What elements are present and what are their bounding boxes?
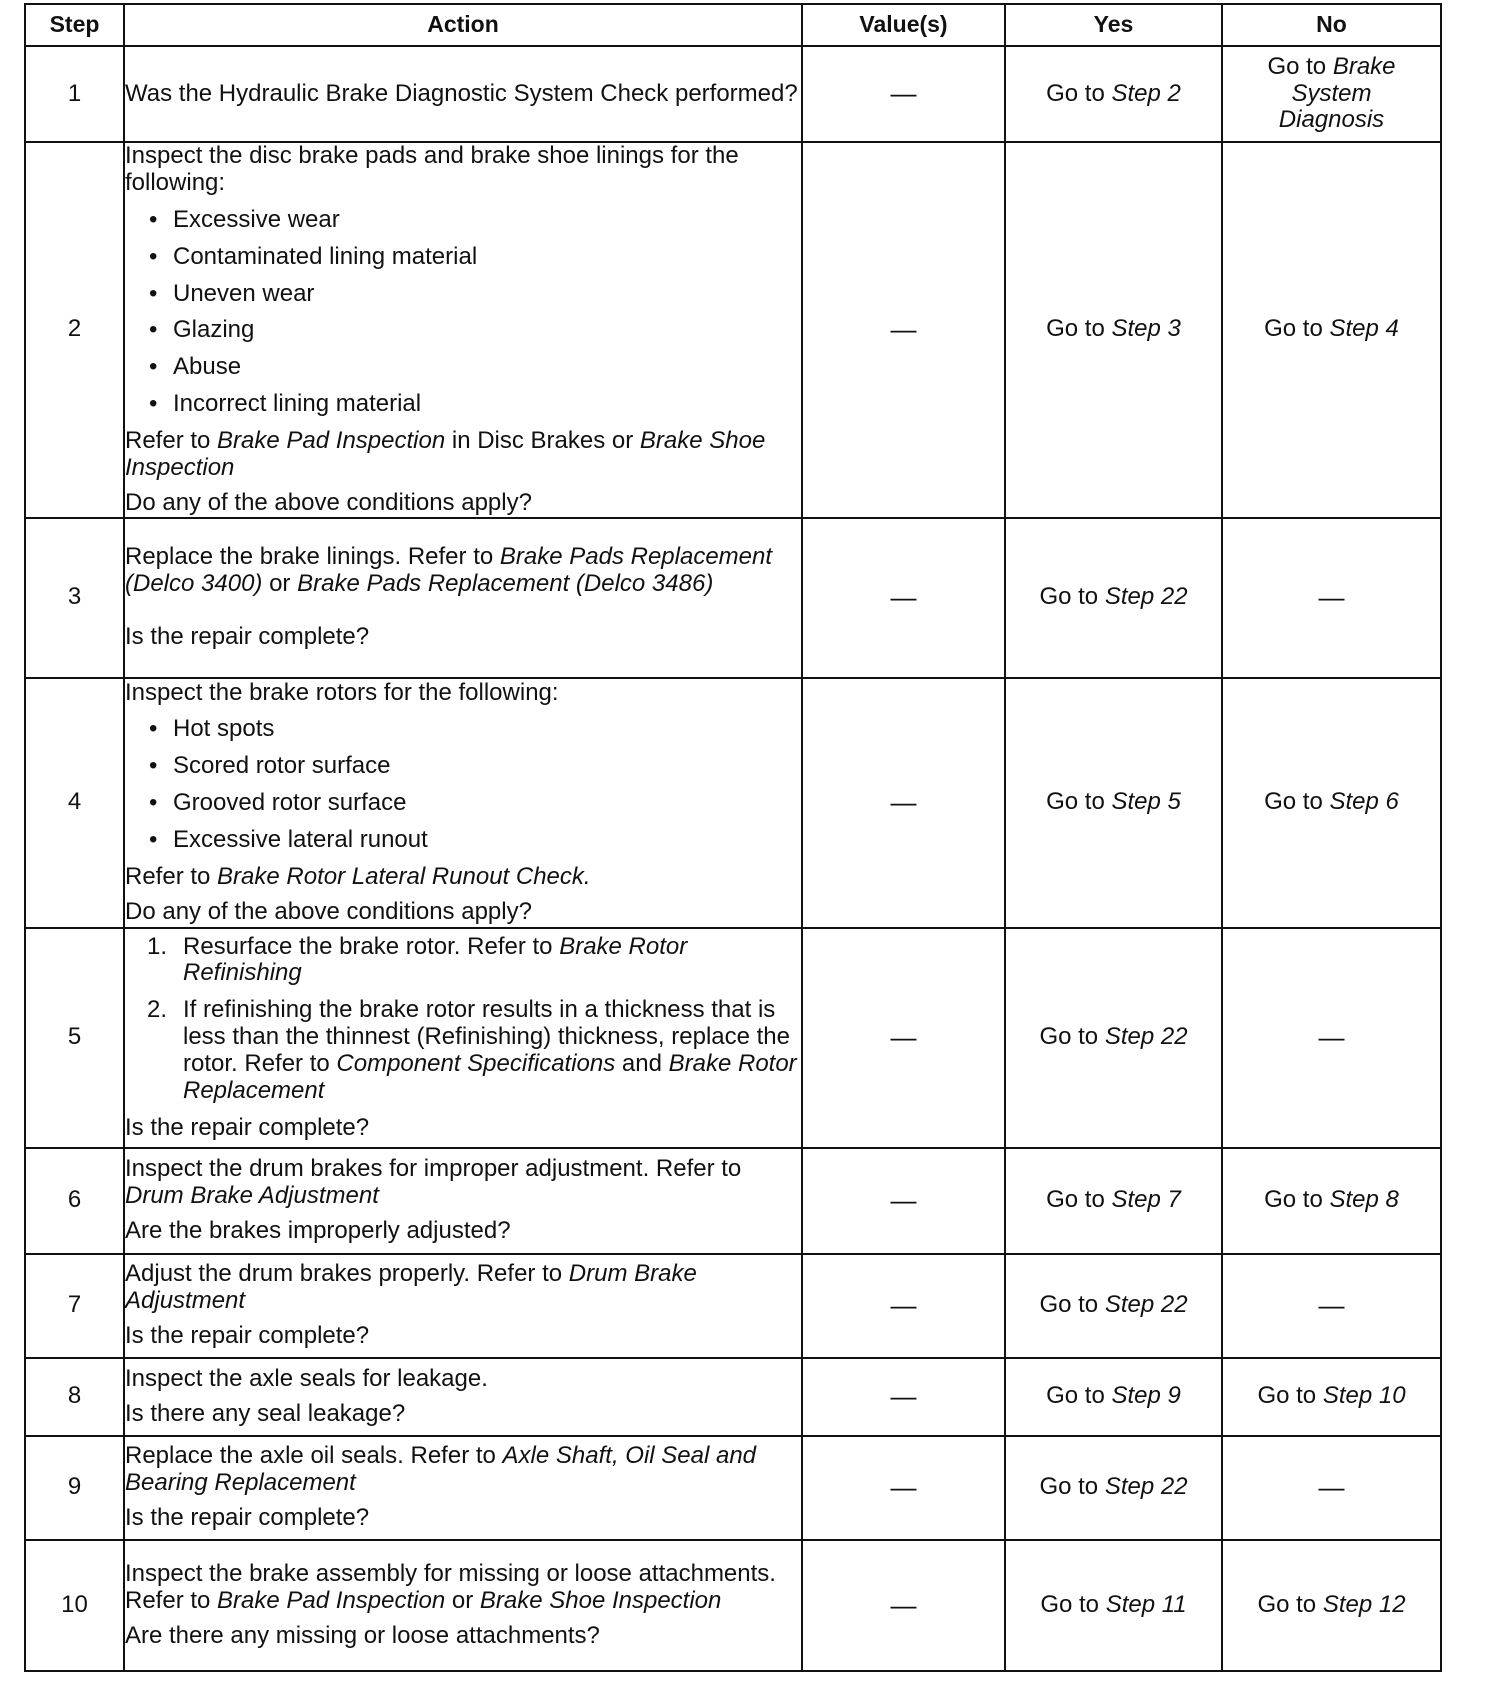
list-item: • Excessive wear bbox=[147, 207, 801, 234]
yes-step-link[interactable]: Step 22 bbox=[1104, 1473, 1188, 1501]
action-cell bbox=[124, 142, 802, 518]
action-text bbox=[125, 544, 801, 598]
table-row-step-1 bbox=[25, 46, 1441, 142]
ref-link-brake-pad-inspection[interactable]: Brake Pad Inspection bbox=[217, 427, 446, 454]
table-row-step-5 bbox=[25, 928, 1441, 1148]
ref-link-axle-shaft-oil-seal-bearing-replacement[interactable]: Axle Shaft, Oil Seal and Bearing Replacement bbox=[125, 1442, 757, 1497]
action-question: Do any of the above conditions apply? bbox=[125, 488, 532, 516]
no-step-link[interactable]: Step 4 bbox=[1329, 315, 1399, 343]
yes-cell bbox=[1005, 46, 1222, 142]
value-cell: — bbox=[802, 1358, 1005, 1436]
no-cell bbox=[1222, 1148, 1441, 1254]
yes-step-link[interactable]: Step 9 bbox=[1111, 1382, 1181, 1410]
value-cell: — bbox=[802, 1254, 1005, 1358]
reference-text bbox=[125, 428, 801, 482]
action-question: Are there any missing or loose attachments? bbox=[125, 1621, 600, 1649]
ref-connector: and bbox=[621, 1050, 662, 1078]
ref-link-brake-rotor-replacement[interactable]: Brake Rotor Replacement bbox=[183, 1050, 797, 1104]
header-no: No bbox=[1222, 4, 1441, 46]
ref-link-brake-rotor-refinishing[interactable]: Brake Rotor Refinishing bbox=[183, 932, 688, 987]
step-number: 3 bbox=[25, 518, 124, 678]
action-text: Was the Hydraulic Brake Diagnostic System Check performed? bbox=[125, 79, 798, 107]
reference-text bbox=[125, 864, 801, 891]
action-text bbox=[125, 1443, 801, 1497]
condition-list bbox=[125, 716, 801, 854]
action-cell bbox=[124, 46, 802, 142]
go-to-text: Go to bbox=[1046, 1382, 1105, 1410]
yes-step-link[interactable]: Step 11 bbox=[1105, 1590, 1187, 1618]
action-text-part: Replace the brake linings. Refer to bbox=[125, 543, 494, 571]
no-cell bbox=[1222, 1540, 1441, 1671]
item-number: 2. bbox=[147, 996, 168, 1024]
no-go-to-text: Go to bbox=[1267, 52, 1327, 80]
no-cell: — bbox=[1222, 518, 1441, 678]
no-cell: — bbox=[1222, 928, 1441, 1148]
yes-step-link[interactable]: Step 22 bbox=[1104, 583, 1188, 611]
go-to-text: Go to bbox=[1264, 315, 1323, 343]
go-to-text: Go to bbox=[1257, 1382, 1317, 1410]
yes-cell bbox=[1005, 142, 1222, 518]
step-number: 6 bbox=[25, 1148, 124, 1254]
table-row-step-9 bbox=[25, 1436, 1441, 1540]
no-cell bbox=[1222, 142, 1441, 518]
list-item: • Scored rotor surface bbox=[147, 753, 801, 780]
ref-link-drum-brake-adjustment[interactable]: Drum Brake Adjustment bbox=[125, 1182, 379, 1210]
step-number: 2 bbox=[25, 142, 124, 518]
procedure-list bbox=[125, 934, 801, 1105]
action-cell bbox=[124, 1436, 802, 1540]
action-text bbox=[125, 1561, 801, 1615]
go-to-text: Go to bbox=[1039, 1291, 1099, 1319]
ref-link-brake-pad-inspection[interactable]: Brake Pad Inspection bbox=[217, 1586, 446, 1614]
action-text bbox=[125, 1156, 801, 1210]
action-text-part: Replace the axle oil seals. Refer to bbox=[125, 1442, 496, 1470]
action-cell bbox=[124, 1254, 802, 1358]
yes-step-link[interactable]: Step 22 bbox=[1104, 1023, 1188, 1051]
value-cell: — bbox=[802, 678, 1005, 928]
ref-prefix: Refer to bbox=[125, 862, 211, 890]
yes-step-link[interactable]: Step 7 bbox=[1111, 1186, 1181, 1214]
action-cell bbox=[124, 518, 802, 678]
diagnostic-table bbox=[24, 3, 1442, 1672]
table-row-step-6 bbox=[25, 1148, 1441, 1254]
action-text bbox=[125, 1261, 801, 1315]
no-cell bbox=[1222, 678, 1441, 928]
action-cell bbox=[124, 1148, 802, 1254]
action-question: Is the repair complete? bbox=[125, 1504, 370, 1532]
go-to-text: Go to bbox=[1039, 1023, 1099, 1051]
header-yes: Yes bbox=[1005, 4, 1222, 46]
go-to-text: Go to bbox=[1046, 315, 1105, 343]
go-to-text: Go to bbox=[1040, 1590, 1100, 1618]
table-row-step-7 bbox=[25, 1254, 1441, 1358]
go-to-text: Go to bbox=[1046, 79, 1105, 107]
no-target-line3[interactable]: Diagnosis bbox=[1278, 106, 1385, 134]
list-item bbox=[147, 997, 801, 1105]
value-cell: — bbox=[802, 1148, 1005, 1254]
action-text-part: Inspect the brake assembly for missing or loose attachments. Refer to bbox=[125, 1559, 776, 1614]
step-number: 1 bbox=[25, 46, 124, 142]
no-step-link[interactable]: Step 6 bbox=[1329, 788, 1399, 816]
value-cell: — bbox=[802, 1436, 1005, 1540]
yes-cell bbox=[1005, 1540, 1222, 1671]
list-item: • Grooved rotor surface bbox=[147, 790, 801, 817]
go-to-text: Go to bbox=[1264, 788, 1323, 816]
go-to-text: Go to bbox=[1046, 788, 1105, 816]
item-text: If refinishing the brake rotor results in a thickness that is less than the thinnest (Refinishing) thickness, replace the rotor. Refer to bbox=[183, 996, 790, 1078]
value-cell: — bbox=[802, 142, 1005, 518]
yes-cell bbox=[1005, 1254, 1222, 1358]
list-item: • Abuse bbox=[147, 354, 801, 381]
yes-step-link[interactable]: Step 3 bbox=[1111, 315, 1181, 343]
step-number: 9 bbox=[25, 1436, 124, 1540]
action-question: Is there any seal leakage? bbox=[125, 1399, 406, 1427]
action-text-part: Inspect the drum brakes for improper adjustment. Refer to bbox=[125, 1155, 742, 1183]
list-item: • Incorrect lining material bbox=[147, 391, 801, 418]
go-to-text: Go to bbox=[1046, 1186, 1105, 1214]
header-action: Action bbox=[124, 4, 802, 46]
table-row-step-10 bbox=[25, 1540, 1441, 1671]
table-row-step-8 bbox=[25, 1358, 1441, 1436]
action-question: Are the brakes improperly adjusted? bbox=[125, 1217, 511, 1245]
ref-link-brake-rotor-lateral-runout-check[interactable]: Brake Rotor Lateral Runout Check. bbox=[217, 862, 591, 890]
action-question: Is the repair complete? bbox=[125, 623, 370, 651]
yes-cell bbox=[1005, 1436, 1222, 1540]
value-cell: — bbox=[802, 1540, 1005, 1671]
no-cell bbox=[1222, 46, 1441, 142]
ref-link-brake-pads-replacement-3486[interactable]: Brake Pads Replacement (Delco 3486) bbox=[297, 570, 714, 598]
value-cell: — bbox=[802, 928, 1005, 1148]
action-cell bbox=[124, 1358, 802, 1436]
action-question: Do any of the above conditions apply? bbox=[125, 897, 532, 925]
list-item: • Uneven wear bbox=[147, 281, 801, 308]
header-value: Value(s) bbox=[802, 4, 1005, 46]
action-cell bbox=[124, 1540, 802, 1671]
yes-step-link[interactable]: Step 5 bbox=[1111, 788, 1181, 816]
no-cell: — bbox=[1222, 1254, 1441, 1358]
ref-link-brake-shoe-inspection[interactable]: Brake Shoe Inspection bbox=[125, 427, 766, 481]
go-to-text: Go to bbox=[1264, 1186, 1323, 1214]
no-target-line2[interactable]: System bbox=[1291, 79, 1372, 107]
ref-connector: or bbox=[269, 570, 291, 598]
step-number: 7 bbox=[25, 1254, 124, 1358]
step-number: 8 bbox=[25, 1358, 124, 1436]
no-step-link[interactable]: Step 8 bbox=[1329, 1186, 1399, 1214]
list-item: • Excessive lateral runout bbox=[147, 827, 801, 854]
ref-link-brake-shoe-inspection[interactable]: Brake Shoe Inspection bbox=[479, 1586, 722, 1614]
table-row-step-3 bbox=[25, 518, 1441, 678]
action-intro: Inspect the brake rotors for the following: bbox=[125, 678, 559, 706]
action-intro: Inspect the disc brake pads and brake shoe linings for the following: bbox=[125, 142, 739, 196]
action-question: Is the repair complete? bbox=[125, 1113, 370, 1141]
action-text: Inspect the axle seals for leakage. bbox=[125, 1364, 488, 1392]
item-number: 1. bbox=[147, 932, 168, 960]
yes-cell bbox=[1005, 1358, 1222, 1436]
yes-cell bbox=[1005, 518, 1222, 678]
action-cell bbox=[124, 678, 802, 928]
step-number: 5 bbox=[25, 928, 124, 1148]
list-item bbox=[147, 934, 801, 988]
table-header-row bbox=[25, 4, 1441, 46]
go-to-text: Go to bbox=[1039, 583, 1099, 611]
action-question: Is the repair complete? bbox=[125, 1322, 370, 1350]
go-to-text: Go to bbox=[1257, 1590, 1317, 1618]
no-cell bbox=[1222, 1358, 1441, 1436]
ref-link-drum-brake-adjustment[interactable]: Drum Brake Adjustment bbox=[125, 1260, 697, 1315]
item-text: Resurface the brake rotor. Refer to bbox=[183, 932, 553, 960]
no-target-line1[interactable]: Brake bbox=[1332, 52, 1396, 80]
ref-prefix: Refer to bbox=[125, 427, 211, 454]
yes-step-link[interactable]: Step 2 bbox=[1111, 79, 1181, 107]
yes-step-link[interactable]: Step 22 bbox=[1104, 1291, 1188, 1319]
list-item: • Hot spots bbox=[147, 716, 801, 743]
ref-connector: in Disc Brakes or bbox=[451, 427, 634, 454]
action-cell bbox=[124, 928, 802, 1148]
ref-link-brake-pads-replacement-3400[interactable]: Brake Pads Replacement (Delco 3400) bbox=[125, 543, 773, 598]
yes-cell bbox=[1005, 928, 1222, 1148]
header-step: Step bbox=[25, 4, 124, 46]
yes-cell bbox=[1005, 678, 1222, 928]
table-row-step-4 bbox=[25, 678, 1441, 928]
action-text-part: Adjust the drum brakes properly. Refer to bbox=[125, 1260, 563, 1288]
step-number: 10 bbox=[25, 1540, 124, 1671]
table-row-step-2 bbox=[25, 142, 1441, 518]
ref-connector: or bbox=[451, 1586, 474, 1614]
ref-link-component-specifications[interactable]: Component Specifications bbox=[336, 1050, 616, 1078]
no-step-link[interactable]: Step 12 bbox=[1322, 1590, 1406, 1618]
yes-cell bbox=[1005, 1148, 1222, 1254]
list-item: • Glazing bbox=[147, 317, 801, 344]
list-item: • Contaminated lining material bbox=[147, 244, 801, 271]
step-number: 4 bbox=[25, 678, 124, 928]
condition-list bbox=[125, 207, 801, 418]
no-cell: — bbox=[1222, 1436, 1441, 1540]
value-cell: — bbox=[802, 518, 1005, 678]
go-to-text: Go to bbox=[1039, 1473, 1099, 1501]
no-step-link[interactable]: Step 10 bbox=[1322, 1382, 1406, 1410]
value-cell: — bbox=[802, 46, 1005, 142]
